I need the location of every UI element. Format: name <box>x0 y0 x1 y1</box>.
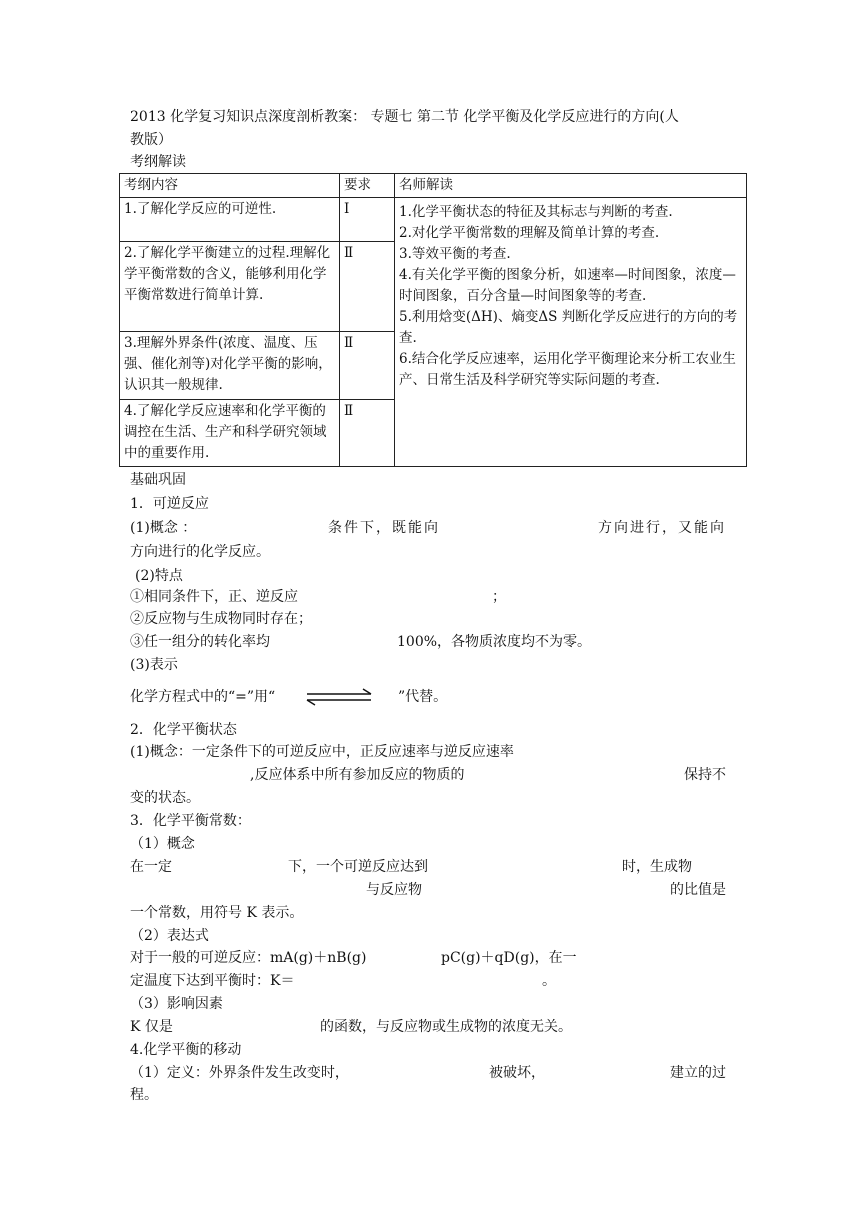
header-requirement: 要求 <box>340 174 395 198</box>
s1-repr-heading: (3)表示 <box>130 657 178 673</box>
header-content: 考纲内容 <box>120 174 340 198</box>
s4-def-a: （1）定义：外界条件发生改变时， <box>130 1065 349 1081</box>
s3-concept-line1-c: 时，生成物 <box>622 859 692 875</box>
s1-feature-2: ②反应物与生成物同时存在； <box>130 611 312 627</box>
header-interpretation: 名师解读 <box>395 174 747 198</box>
s1-def-end: 方向进行，又能向 <box>598 520 726 536</box>
table-header-row <box>120 174 747 198</box>
equilibrium-arrow-icon <box>303 687 375 707</box>
s3-factors-a: K 仅是 <box>130 1019 173 1035</box>
s2-def-cont: 变的状态。 <box>130 790 200 806</box>
interpretation-item: 4.有关化学平衡的图象分析，如速率—时间图象，浓度—时间图象，百分含量—时间图象等的考查. <box>399 267 736 304</box>
section2-heading: 2．化学平衡状态 <box>130 722 237 738</box>
row-requirement: Ⅱ <box>340 332 395 400</box>
s3-expression-line2-a: 定温度下达到平衡时：K＝ <box>130 973 295 989</box>
outline-heading: 考纲解读 <box>130 154 186 170</box>
interpretation-item: 2.对化学平衡常数的理解及简单计算的考查. <box>399 225 660 241</box>
section3-heading: 3．化学平衡常数： <box>130 813 251 829</box>
row-requirement: Ⅰ <box>340 198 395 242</box>
basics-heading: 基础巩固 <box>130 472 186 488</box>
s1-def-start: (1)概念 ： <box>130 520 197 536</box>
s1-repr-end: ”代替。 <box>398 689 448 705</box>
row-content: 4.了解化学反应速率和化学平衡的调控在生活、生产和科学研究领域中的重要作用. <box>120 400 340 467</box>
s2-def-mid: ,反应体系中所有参加反应的物质的 <box>250 767 465 783</box>
s1-feature-1-end: ； <box>492 589 506 605</box>
s3-expression-line2-b: 。 <box>542 973 556 989</box>
document-title-line2: 教版） <box>130 132 172 148</box>
s3-sub-concept: （1）概念 <box>130 836 195 852</box>
interpretation-item: 6.结合化学反应速率，运用化学平衡理论来分析工农业生产、日常生活及科学研究等实际问题的考查. <box>399 351 736 388</box>
s3-concept-line2-b: 的比值是 <box>670 882 726 898</box>
s1-feature-1: ①相同条件下，正、逆反应 <box>130 589 298 605</box>
s3-sub-expression: （2）表达式 <box>130 928 209 944</box>
row-content: 2.了解化学平衡建立的过程.理解化学平衡常数的含义，能够利用化学平衡常数进行简单计算. <box>120 242 340 332</box>
s1-feature-3-end: 100%，各物质浓度均不为零。 <box>397 634 592 650</box>
s2-def-end: 保持不 <box>684 767 726 783</box>
row-content: 3.理解外界条件(浓度、温度、压强、催化剂等)对化学平衡的影响，认识其一般规律. <box>120 332 340 400</box>
s3-sub-factors: （3）影响因素 <box>130 996 223 1012</box>
s3-concept-line1-a: 在一定 <box>130 859 172 875</box>
interpretation-item: 3.等效平衡的考查. <box>399 246 511 262</box>
s3-concept-line2-a: 与反应物 <box>366 882 422 898</box>
s1-features-heading: (2)特点 <box>135 568 183 584</box>
s2-def-start: (1)概念：一定条件下的可逆反应中，正反应速率与逆反应速率 <box>130 744 514 760</box>
s3-expression-line1-a: 对于一般的可逆反应：mA(g)＋nB(g) <box>130 950 367 966</box>
s1-feature-3: ③任一组分的转化率均 <box>130 634 270 650</box>
row-requirement: Ⅱ <box>340 400 395 467</box>
s3-concept-line3: 一个常数，用符号 K 表示。 <box>130 905 304 921</box>
s3-expression-line1-b: pC(g)＋qD(g)，在一 <box>441 950 577 966</box>
outline-table <box>119 173 747 467</box>
s4-def-c: 建立的过 <box>670 1065 726 1081</box>
s4-def-cont: 程。 <box>130 1087 158 1103</box>
row-requirement: Ⅱ <box>340 242 395 332</box>
interpretation-item: 1.化学平衡状态的特征及其标志与判断的考查. <box>399 204 673 220</box>
section4-heading: 4.化学平衡的移动 <box>130 1042 242 1058</box>
s1-def-cont: 方向进行的化学反应。 <box>130 544 270 560</box>
s1-def-mid: 条件下，既能向 <box>328 520 440 536</box>
interpretation-item: 5.利用焓变(ΔH)、熵变ΔS 判断化学反应进行的方向的考查. <box>399 309 738 346</box>
table-row <box>120 198 747 242</box>
document-title-line1: 2013 化学复习知识点深度剖析教案： 专题七 第二节 化学平衡及化学反应进行的方向(人 <box>130 109 679 125</box>
row-content: 1.了解化学反应的可逆性. <box>120 198 340 242</box>
s3-concept-line1-b: 下，一个可逆反应达到 <box>288 859 428 875</box>
interpretation-cell <box>395 198 747 467</box>
s4-def-b: 被破坏， <box>489 1065 545 1081</box>
s3-factors-b: 的函数，与反应物或生成物的浓度无关。 <box>320 1019 572 1035</box>
section1-heading: 1．可逆反应 <box>130 496 209 512</box>
s1-repr-start: 化学方程式中的“=”用“ <box>130 689 276 705</box>
